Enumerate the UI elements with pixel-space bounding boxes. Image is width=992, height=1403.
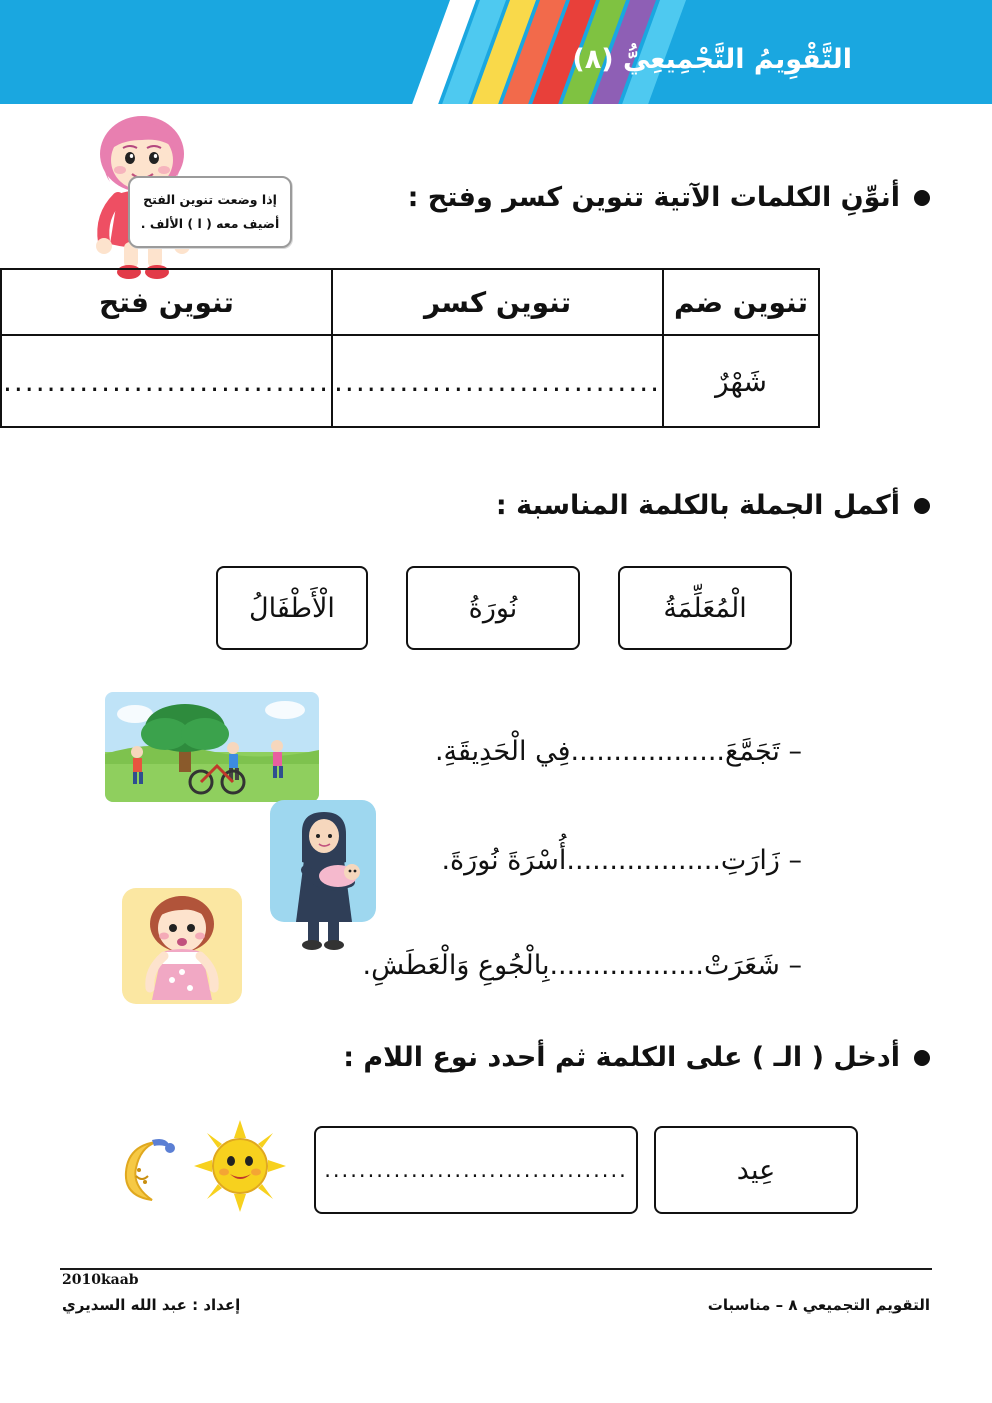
word-choice-label: الْأَطْفَالُ — [249, 592, 335, 624]
page-header — [0, 0, 992, 104]
word-eid-label: عِيد — [736, 1154, 776, 1186]
image-children-playing-in-park — [105, 692, 319, 802]
footer-divider — [60, 1268, 932, 1270]
bullet-icon — [914, 190, 930, 206]
image-mother-holding-baby — [266, 800, 380, 952]
word-choice-label: نُورَةُ — [468, 592, 518, 624]
th-tanween-fath: تنوين فتح — [1, 269, 332, 335]
table-row — [1, 335, 819, 427]
table-header-row — [1, 269, 819, 335]
word-choice-muallima[interactable] — [618, 566, 792, 650]
question-2-text: أكمل الجملة بالكلمة المناسبة : — [495, 490, 900, 521]
question-1 — [408, 182, 930, 213]
cell-answer-kasr[interactable]: .............................. — [332, 335, 663, 427]
th-tanween-kasr: تنوين كسر — [332, 269, 663, 335]
word-choice-atfal[interactable] — [216, 566, 368, 650]
moon-icon — [112, 1132, 178, 1204]
footer-author: إعداد : عبد الله السديري — [62, 1296, 241, 1314]
image-girl-feeling-thirsty — [120, 888, 244, 1006]
sun-icon — [194, 1120, 286, 1212]
tanween-table — [0, 268, 820, 428]
sentence-1[interactable]: – تَجَمَّعَ..................فِي الْحَدِيقَةِ. — [434, 736, 802, 767]
sentence-2[interactable]: – زَارَتِ..................أُسْرَةَ نُورَةَ. — [441, 845, 802, 876]
bullet-icon — [914, 498, 930, 514]
cell-answer-fath[interactable]: .............................. — [1, 335, 332, 427]
question-3 — [343, 1042, 930, 1073]
answer-box-lam-type[interactable] — [314, 1126, 638, 1214]
mascot-girl-illustration — [70, 112, 280, 287]
tip-line-2: أضيف معه ( ا ) الألف . — [140, 216, 280, 231]
word-choice-label: الْمُعَلِّمَةُ — [663, 592, 747, 624]
bullet-icon — [914, 1050, 930, 1066]
footer-code: 2010kaab — [62, 1272, 139, 1288]
answer-blank-dots: ................................... — [324, 1158, 628, 1182]
page-title: التَّقْوِيمُ التَّجْمِيعِيُّ (٨) — [572, 44, 852, 75]
cell-word-shahrun: شَهْرٌ — [663, 335, 819, 427]
question-1-text: أنوِّنِ الكلمات الآتية تنوين كسر وفتح : — [407, 182, 900, 213]
th-tanween-damm: تنوين ضم — [663, 269, 819, 335]
footer-page-note: التقويم التجميعي ٨ – مناسبات — [707, 1296, 930, 1314]
tip-line-1: إذا وضعت تنوين الفتح — [143, 192, 277, 208]
question-3-text: أدخل ( الـ ) على الكلمة ثم أحدد نوع اللام : — [343, 1042, 900, 1073]
word-box-eid — [654, 1126, 858, 1214]
question-2 — [496, 490, 930, 521]
word-choice-noura[interactable] — [406, 566, 580, 650]
sentence-3[interactable]: – شَعَرَتْ..................بِالْجُوعِ وَالْعَطَشِ. — [362, 950, 802, 981]
tip-bubble — [128, 176, 292, 248]
